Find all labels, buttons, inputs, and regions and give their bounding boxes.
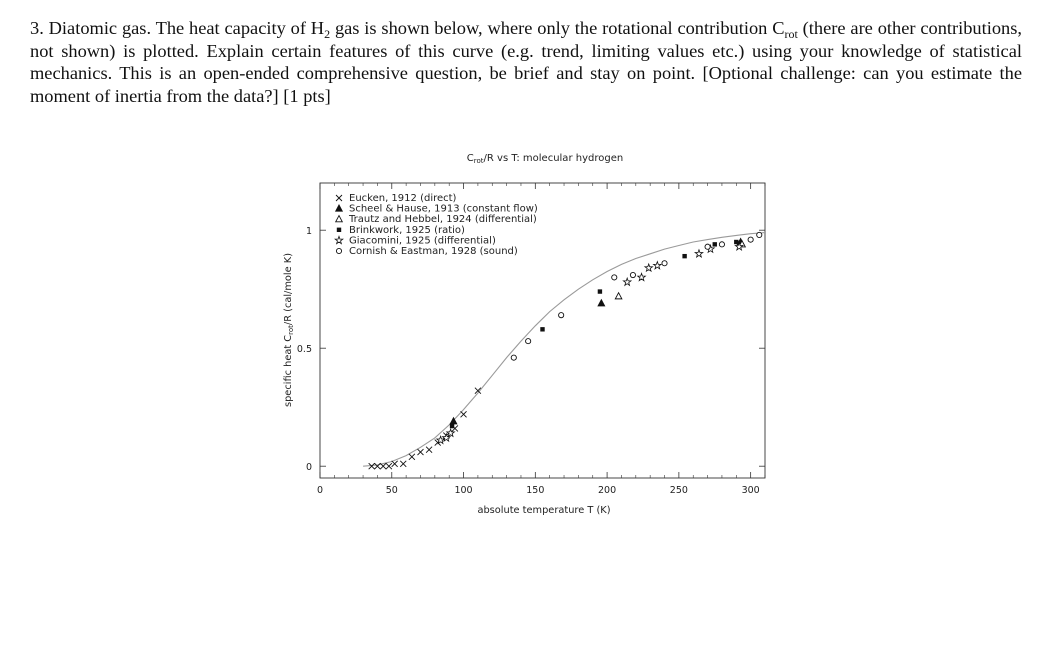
data-point-star — [623, 278, 631, 285]
data-point-square-filled — [450, 424, 454, 428]
data-point-circle-open — [630, 272, 635, 277]
data-point-star — [654, 262, 662, 269]
h2-subscript: 2 — [324, 27, 331, 41]
tick-labels — [297, 226, 760, 496]
data-point-x — [417, 449, 423, 455]
legend-marker-x — [336, 195, 342, 201]
data-point-circle-open — [526, 339, 531, 344]
y-tick-label: 1 — [305, 226, 312, 238]
data-point-square-filled — [682, 254, 686, 258]
legend-marker-star — [335, 236, 343, 243]
legend-label: Trautz and Hebbel, 1924 (differential) — [349, 214, 537, 226]
legend-marker-square-filled — [337, 228, 341, 232]
question-topic: Diatomic gas. — [48, 18, 152, 38]
data-point-x — [426, 447, 432, 453]
question-number: 3. — [30, 18, 44, 38]
legend — [335, 193, 538, 257]
data-point-x — [400, 461, 406, 467]
data-point-square-filled — [734, 240, 738, 244]
data-point-circle-open — [705, 244, 710, 249]
data-point-circle-open — [511, 355, 516, 360]
data-point-circle-open — [748, 237, 753, 242]
data-point-triangle-filled — [450, 418, 457, 424]
data-point-x — [374, 463, 380, 469]
x-tick-label: 150 — [526, 485, 545, 496]
data-point-x — [409, 454, 415, 460]
data-point-circle-open — [662, 261, 667, 266]
data-point-x — [386, 463, 392, 469]
data-point-x — [461, 411, 467, 417]
question-text-part-3: (there are other contributions, not shown) is plotted. Explain certain features of this curve (e.g. trend, limiting values etc.) using your knowledge of statistical mechanics. This is an open-ended comprehensive question, be brief and stay on point. [Optional challenge: can you estimate the moment of inertia from the data?] [1 pts] — [30, 18, 1022, 106]
x-tick-label: 50 — [385, 485, 398, 496]
legend-label: Cornish & Eastman, 1928 (sound) — [349, 246, 518, 257]
x-tick-label: 300 — [741, 485, 760, 496]
legend-marker-circle-open — [336, 248, 341, 253]
data-point-circle-open — [612, 275, 617, 280]
data-point-star — [695, 250, 703, 257]
data-markers — [369, 232, 762, 469]
question-text-part-1: The heat capacity of H — [155, 18, 325, 38]
data-point-triangle-open — [615, 293, 622, 299]
crot-subscript: rot — [784, 27, 798, 41]
x-tick-label: 250 — [669, 485, 688, 496]
x-tick-label: 200 — [598, 485, 617, 496]
theory-curve — [363, 233, 765, 467]
data-point-square-filled — [713, 242, 717, 246]
question-text-part-2: gas is shown below, where only the rotational contribution C — [334, 18, 785, 38]
legend-marker-triangle-open — [336, 216, 343, 222]
legend-label: Eucken, 1912 (direct) — [349, 193, 457, 204]
data-point-star — [638, 273, 646, 280]
data-point-circle-open — [719, 242, 724, 247]
data-point-x — [392, 461, 398, 467]
data-point-square-filled — [540, 327, 544, 331]
data-point-circle-open — [757, 232, 762, 237]
y-tick-label: 0.5 — [296, 344, 312, 356]
chart-title: $C_{rot}/R$ vs T: molecular hydrogen — [466, 153, 624, 165]
x-tick-label: 100 — [454, 485, 473, 496]
data-point-circle-open — [559, 313, 564, 318]
legend-marker-triangle-filled — [336, 205, 343, 211]
data-point-star — [645, 264, 653, 271]
x-tick-label: 0 — [316, 485, 324, 496]
x-axis-title: absolute temperature T (K) — [477, 505, 611, 516]
y-tick-label: 0 — [305, 462, 312, 474]
legend-label: Scheel & Hause, 1913 (constant flow) — [349, 203, 538, 215]
data-point-square-filled — [598, 289, 602, 293]
legend-label: Giacomini, 1925 (differential) — [349, 235, 496, 247]
legend-label: Brinkwork, 1925 (ratio) — [349, 224, 465, 236]
data-point-triangle-filled — [598, 300, 605, 306]
y-axis-title: specific heat $C_{rot}/R$ (cal/mole K) — [283, 252, 295, 408]
